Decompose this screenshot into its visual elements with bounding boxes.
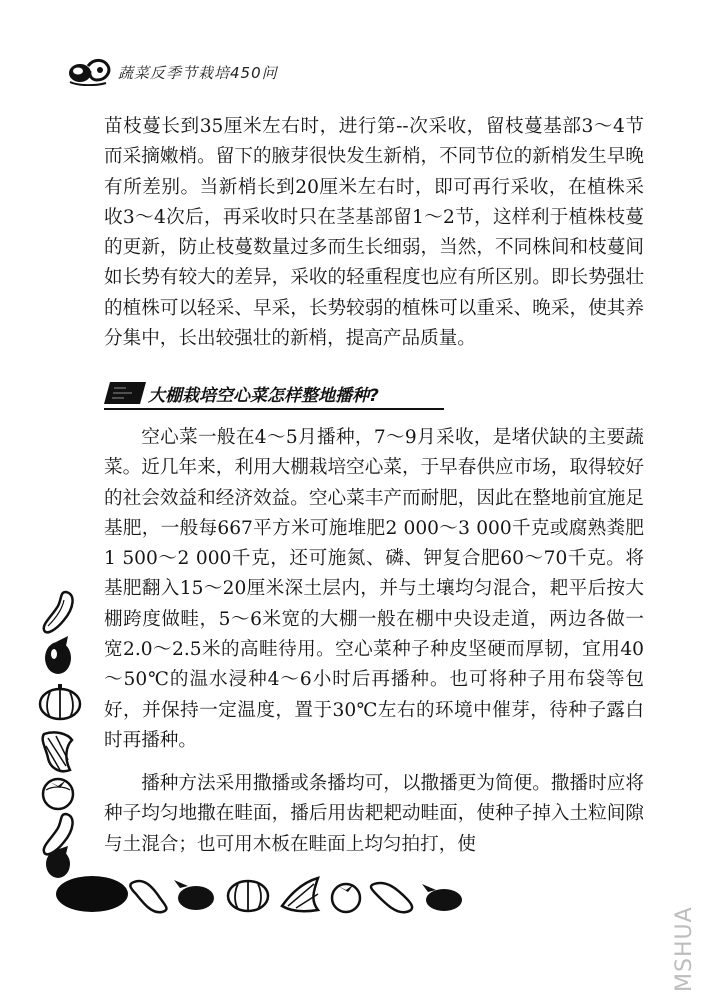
heading-underline — [104, 408, 444, 410]
cucumber-icon — [44, 592, 73, 632]
cucumber-icon — [44, 814, 73, 854]
pepper-icon — [282, 878, 318, 911]
question-heading — [104, 380, 454, 406]
body-paragraph: 苗枝蔓长到35厘米左右时，进行第--次采收，留枝蔓基部3～4节而采摘嫩梢。留下的腋芽很快发生新梢，不同节位的新梢发生早晚有所差别。当新梢长到20厘米左右时，即可再行采收，在植株采收3～4次后，再采收时只在茎基部留1～2节，这样利于植株枝蔓的更新，防止枝蔓数量过多而生长细弱，当然，不同株间和枝蔓间如长势有较大的差异，采收的轻重程度也应有所区别。即长势强壮的植株可以轻采、早采，长势较弱的植株可以重采、晚采，使其养分集中，长出较强壮的新梢，提高产品质量。 — [104, 116, 644, 350]
vegetable-logo-icon — [66, 56, 112, 86]
eggplant-icon — [45, 636, 71, 674]
watermark-text: MSHUA — [672, 906, 697, 992]
body-paragraph: 播种方法采用撒播或条播均可，以撒播更为简便。撒播时应将种子均匀地撒在畦面，播后用齿耙耙动畦面，使种子掉入土粒间隙与土混合；也可用木板在畦面上均匀拍打，使 — [104, 773, 644, 855]
cucumber-icon — [130, 881, 166, 912]
pumpkin-icon — [228, 881, 268, 911]
eggplant-icon — [174, 880, 214, 910]
body-paragraph: 空心菜一般在4～5月播种，7～9月采收，是堵伏缺的主要蔬菜。近几年来，利用大棚栽培空心菜，于早春供应市场，取得较好的社会效益和经济效益。空心菜丰产而耐肥，因此在整地前宜施足基肥，一般每667平方米可施堆肥2 000～3 000千克或腐熟粪肥1 500～2 000千克，还可施氮、磷、钾复合肥60～70千克。将基肥翻入15～20厘米深土层内，并与土壤均匀混合，耙平后按大棚跨度做畦，5～6米宽的大棚一般在棚中央设走道，两边各做一宽2.0～2.5米的高畦待用。空心菜种子种皮坚硬而厚韧，宜用40～50℃的温水浸种4～6小时后再播种。也可将种子用布袋等包好，并保持一定温度，置于30℃左右的环境中催芽，待种子露白时再播种。 — [104, 427, 644, 751]
question-title: 大棚栽培空心菜怎样整地播种? — [148, 386, 379, 406]
cucumber-icon — [371, 883, 412, 912]
eggplant-icon — [422, 884, 462, 911]
tomato-icon — [43, 779, 73, 809]
leaf-icon — [56, 876, 128, 912]
side-vegetable-decoration — [36, 590, 88, 880]
question-marker-icon — [104, 382, 146, 404]
header-book-title: 蔬菜反季节栽培450问 — [118, 64, 278, 82]
pepper-icon — [43, 732, 72, 771]
tomato-icon — [332, 884, 360, 912]
bottom-vegetable-decoration — [56, 872, 476, 914]
pumpkin-icon — [40, 684, 80, 719]
